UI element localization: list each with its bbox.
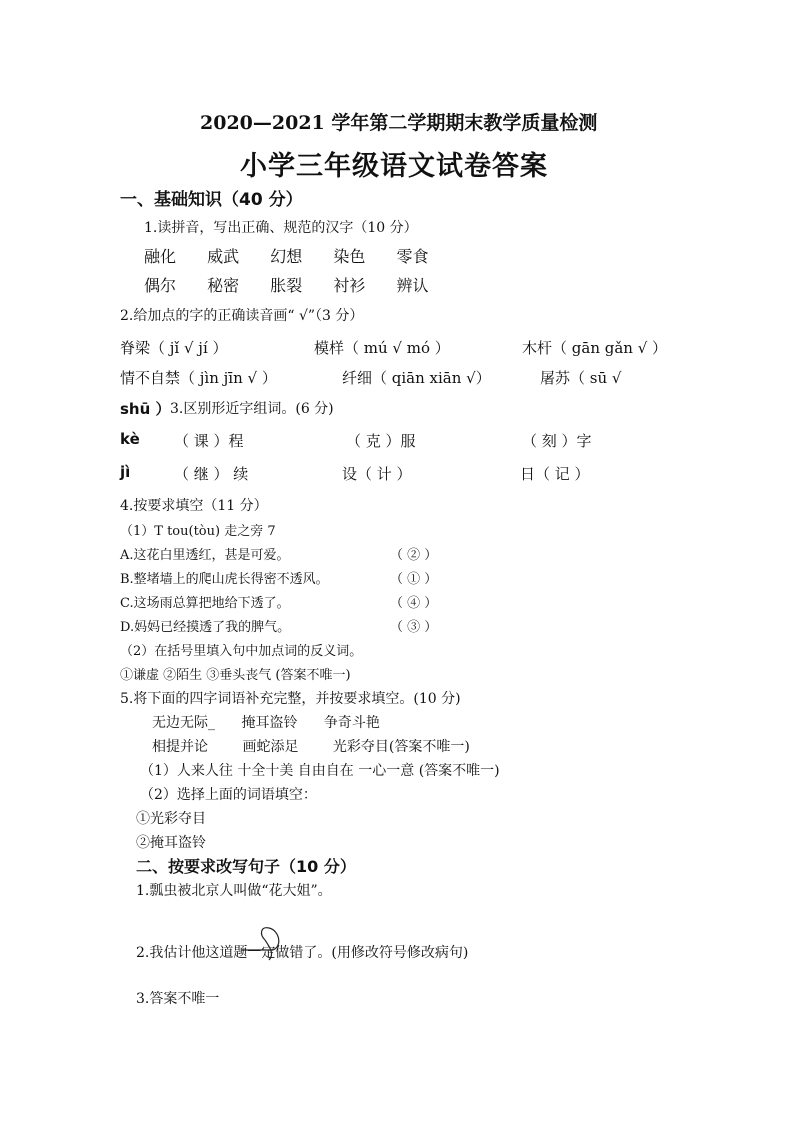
- q1-word: 辨认: [396, 276, 429, 295]
- q4-answer: （ ③ ）: [390, 620, 438, 635]
- q4-part2: （2）在括号里填入句中加点词的反义词。: [120, 644, 363, 659]
- exam-title: 2020—2021 学年第二学期期末教学质量检测: [200, 112, 598, 134]
- q4-prompt: 4.按要求填空（11 分）: [120, 498, 268, 514]
- q4-item: B.整堵墙上的爬山虎长得密不透风。: [120, 572, 329, 587]
- q1-word: 威武: [207, 247, 240, 266]
- q2-item: 模样（ mú √ mó ）: [314, 339, 450, 357]
- q3-answer: （ 刻 ）字: [522, 432, 592, 450]
- q5-part2: （2）选择上面的词语填空：: [140, 787, 317, 803]
- q5-part1: （1）人来人往 十全十美 自由自在 一心一意 (答案不唯一): [140, 763, 500, 779]
- q5-word: 相提并论: [152, 739, 208, 755]
- s2-item: 2.我估计他这道题一定 做错了。(用修改符号修改病句): [136, 942, 468, 962]
- q1-word: 秘密: [207, 276, 240, 295]
- q4-part2-answer: ①谦虚 ②陌生 ③垂头丧气 (答案不唯一): [120, 668, 351, 683]
- q4-item: D.妈妈已经摸透了我的脾气。: [120, 620, 291, 635]
- q1-row1: [144, 244, 448, 267]
- q4-answer: （ ① ）: [390, 572, 438, 587]
- q3-answer: 设（ 计 ）: [342, 465, 412, 483]
- q1-word: 幻想: [270, 247, 303, 266]
- q2-prompt: 2.给加点的字的正确读音画“ √”（3 分）: [120, 308, 364, 324]
- q3-prompt: 3.区别形近字组词。(6 分): [170, 401, 334, 417]
- q5-word: 掩耳盗铃: [241, 715, 298, 731]
- deletion-symbol-icon: [239, 920, 283, 964]
- q3-answer: （ 课 ）程: [174, 432, 244, 450]
- q1-word: 偶尔: [144, 276, 177, 295]
- section2-heading: 二、按要求改写句子（10 分）: [136, 857, 356, 876]
- q2-item: 纤细（ qiān xiān √）: [342, 369, 491, 387]
- q5-row2: [152, 736, 490, 756]
- correction-mark: 一定: [247, 942, 275, 962]
- q1-prompt: 1.读拼音，写出正确、规范的汉字（10 分）: [144, 220, 418, 236]
- q2-item: 脊梁（ jǐ √ jí ）: [120, 339, 228, 357]
- q2-item: 屠苏（ sū √: [540, 369, 622, 387]
- q5-prompt: 5.将下面的四字词语补充完整，并按要求填空。(10 分): [120, 691, 461, 707]
- s2-item: 3.答案不唯一: [136, 991, 220, 1007]
- q1-word: 衬衫: [333, 276, 366, 295]
- q5-word: 光彩夺目(答案不唯一): [332, 739, 470, 755]
- q1-word: 胀裂: [270, 276, 303, 295]
- q3-pinyin: jì: [120, 463, 131, 481]
- q3-pinyin: kè: [120, 430, 140, 448]
- answer-title: 小学三年级语文试卷答案: [240, 151, 548, 182]
- q2-item: shū ）: [120, 400, 171, 418]
- q3-answer: 日（ 记 ）: [520, 465, 590, 483]
- q4-part1: （1）T tou(tòu) 走之旁 7: [120, 524, 276, 539]
- q1-word: 融化: [144, 247, 177, 266]
- q5-answer: ①光彩夺目: [136, 811, 206, 827]
- q1-word: 染色: [333, 247, 366, 266]
- q1-word: 零食: [396, 247, 429, 266]
- section1-heading: 一、基础知识（40 分）: [120, 190, 303, 210]
- s2-item: 1.瓢虫被北京人叫做“花大姐”。: [136, 883, 332, 899]
- q2-item: 情不自禁（ jìn jīn √ ）: [120, 369, 277, 387]
- q5-answer: ②掩耳盗铃: [136, 835, 206, 851]
- q4-item: A.这花白里透红，甚是可爱。: [120, 548, 290, 563]
- q4-item: C.这场雨总算把地给下透了。: [120, 596, 290, 611]
- q1-row2: [144, 273, 448, 296]
- q3-answer: （ 继 ） 续: [174, 465, 249, 483]
- q2-item: 木杆（ gān gǎn √ ）: [522, 339, 668, 357]
- q3-answer: （ 克 ）服: [346, 432, 416, 450]
- q5-word: 争奇斗艳: [323, 715, 380, 731]
- q4-answer: （ ④ ）: [390, 596, 438, 611]
- q4-answer: （ ② ）: [390, 548, 438, 563]
- q5-row1: [152, 712, 400, 732]
- q5-word: 画蛇添足: [242, 739, 299, 755]
- q5-word: 无边无际_: [152, 715, 215, 731]
